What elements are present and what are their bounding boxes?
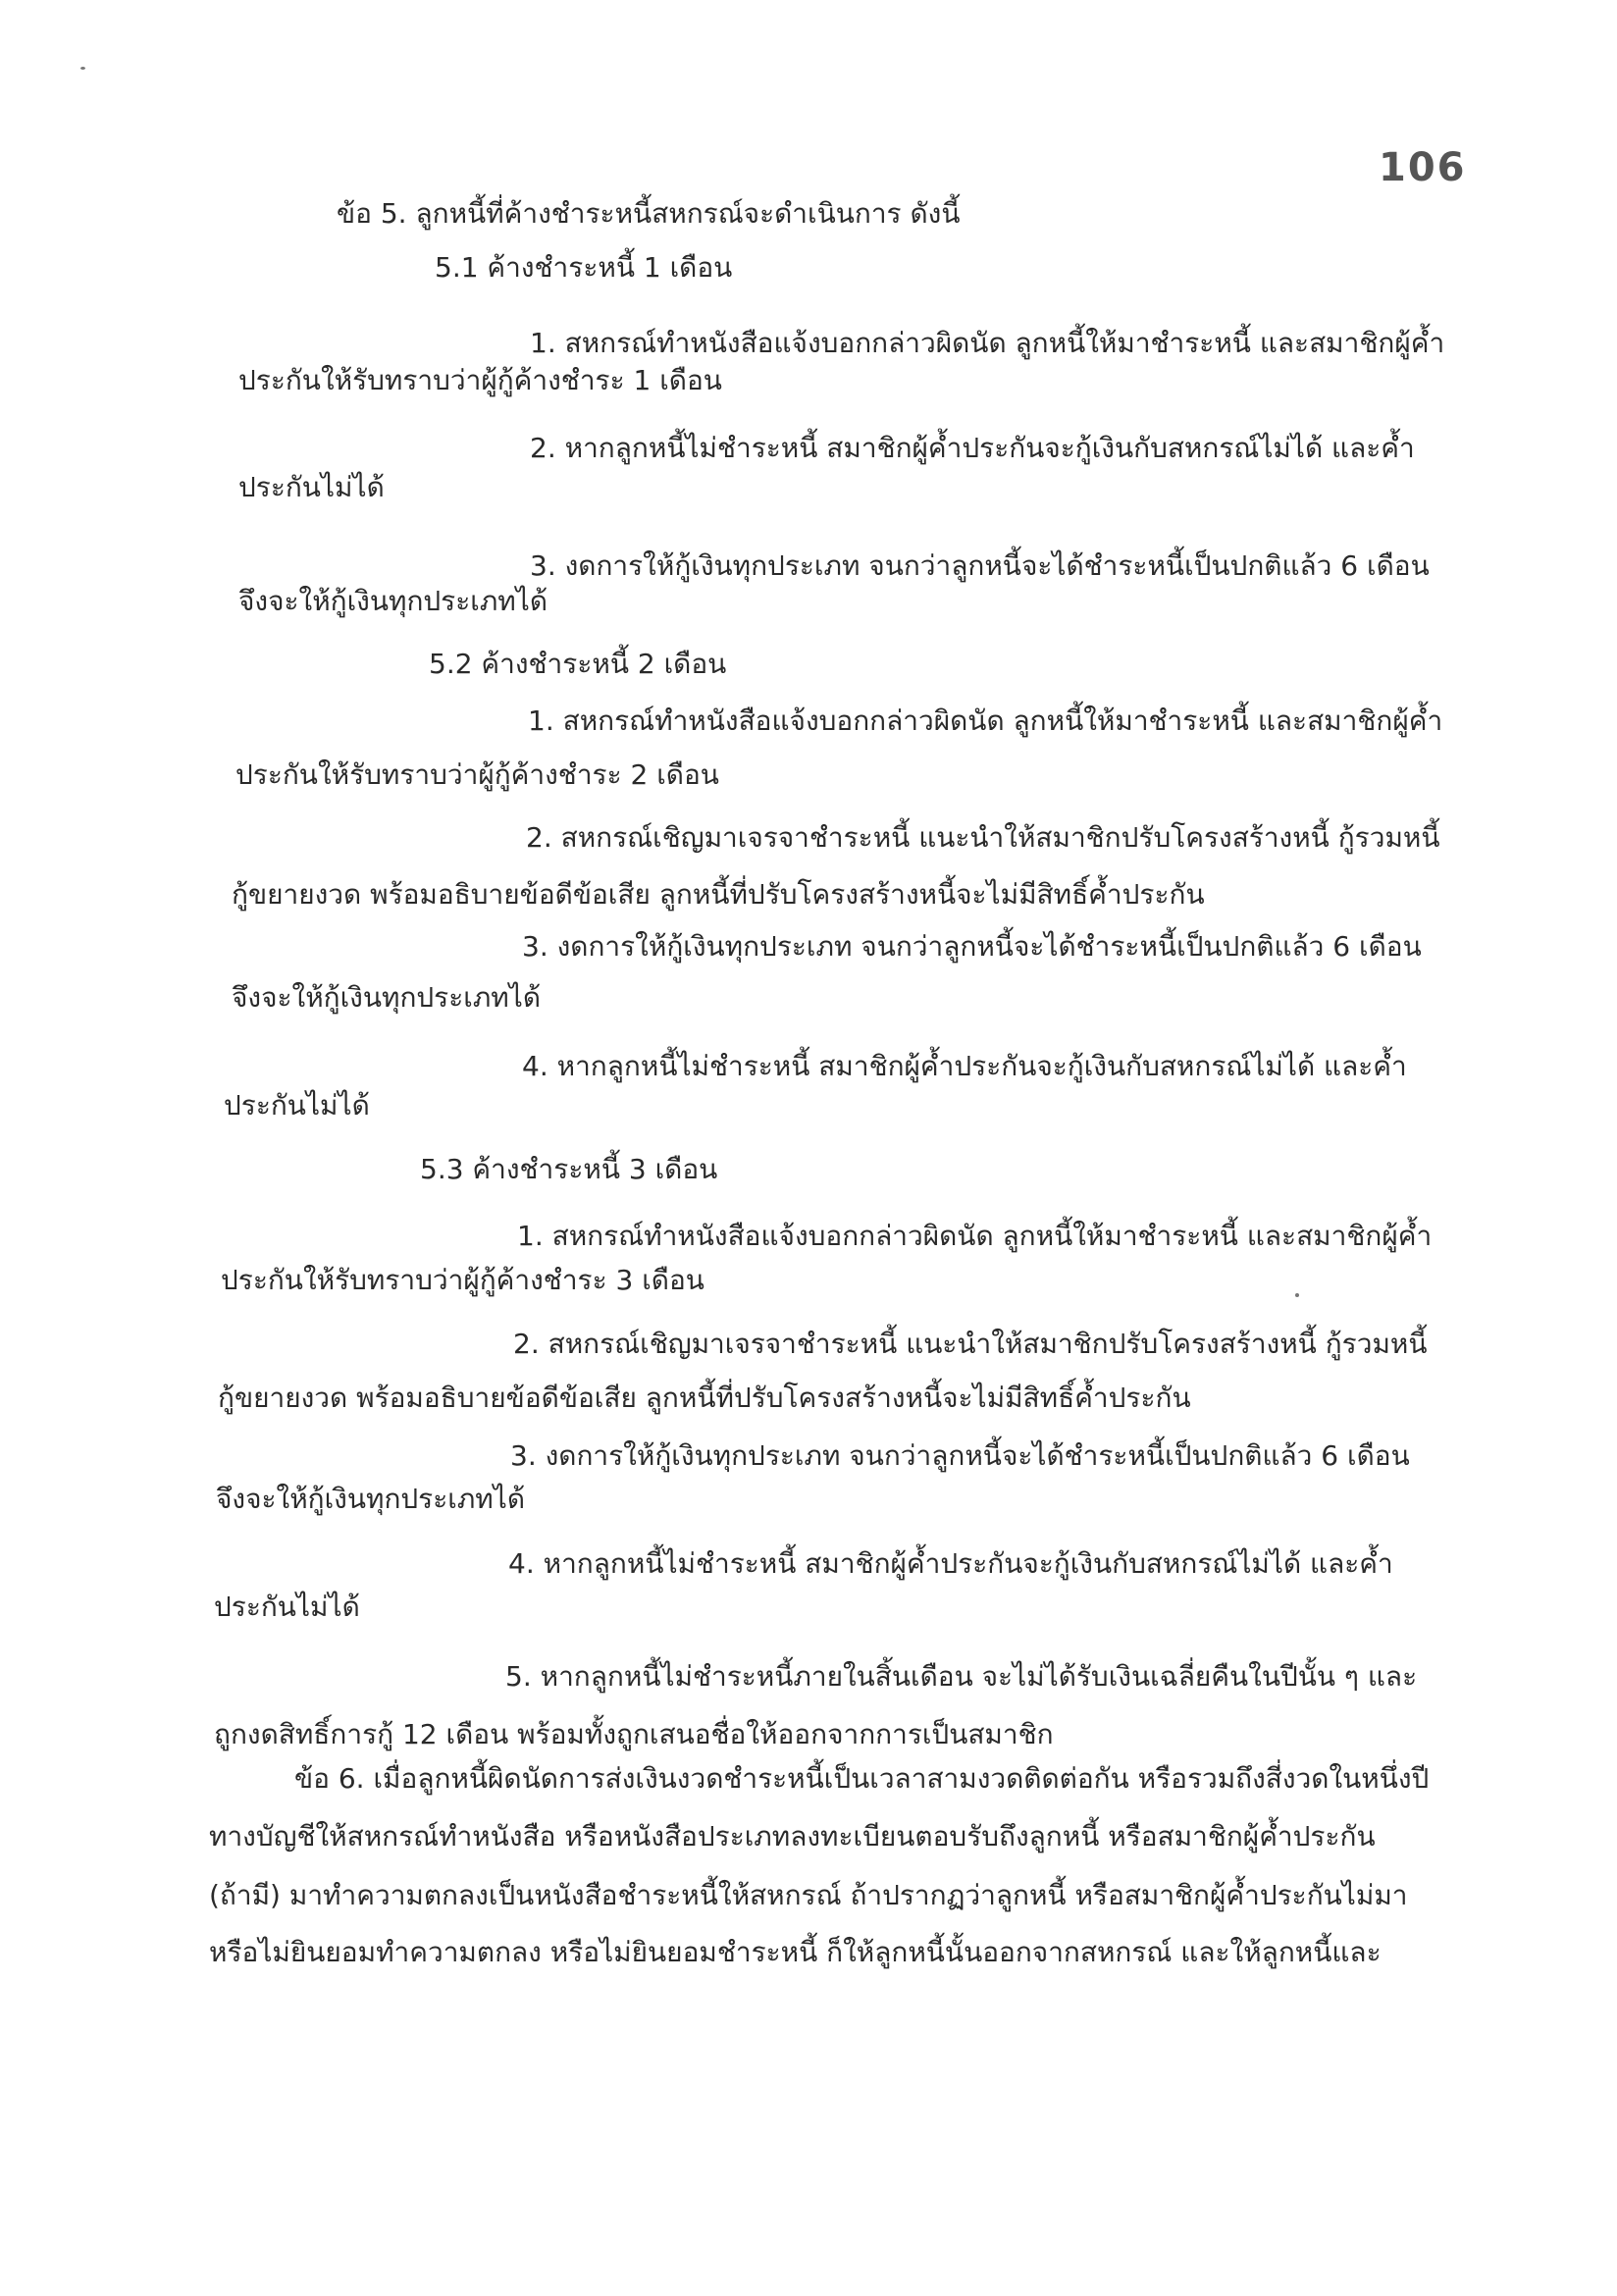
item-5-2-2-line-2: กู้ขยายงวด พร้อมอธิบายข้อดีข้อเสีย ลูกหนี้ที่ปรับโครงสร้างหนี้จะไม่มีสิทธิ์ค้ำประกัน: [232, 878, 1205, 911]
item-5-3-5-line-2: ถูกงดสิทธิ์การกู้ 12 เดือน พร้อมทั้งถูกเสนอชื่อให้ออกจากการเป็นสมาชิก: [214, 1718, 1054, 1750]
item-5-3-2-line-1: 2. สหกรณ์เชิญมาเจรจาชำระหนี้ แนะนำให้สมาชิกปรับโครงสร้างหนี้ กู้รวมหนี้: [513, 1328, 1428, 1360]
item-5-2-3-line-2: จึงจะให้กู้เงินทุกประเภทได้: [232, 981, 541, 1014]
item-5-3-3-line-1: 3. งดการให้กู้เงินทุกประเภท จนกว่าลูกหนี้จะได้ชำระหนี้เป็นปกติแล้ว 6 เดือน: [510, 1439, 1410, 1472]
item-5-3-1-line-2: ประกันให้รับทราบว่าผู้กู้ค้างชำระ 3 เดือน: [221, 1264, 704, 1296]
item-5-2-2-line-1: 2. สหกรณ์เชิญมาเจรจาชำระหนี้ แนะนำให้สมาชิกปรับโครงสร้างหนี้ กู้รวมหนี้: [526, 821, 1440, 854]
clause-6-line-3: (ถ้ามี) มาทำความตกลงเป็นหนังสือชำระหนี้ให้สหกรณ์ ถ้าปรากฏว่าลูกหนี้ หรือสมาชิกผู้ค้ำประกันไม่มา: [209, 1879, 1408, 1911]
scan-speck: [1295, 1293, 1299, 1297]
subsection-5-1-heading: 5.1 ค้างชำระหนี้ 1 เดือน: [435, 251, 733, 284]
item-5-2-1-line-1: 1. สหกรณ์ทำหนังสือแจ้งบอกกล่าวผิดนัด ลูกหนี้ให้มาชำระหนี้ และสมาชิกผู้ค้ำ: [528, 704, 1443, 737]
item-5-3-5-line-1: 5. หากลูกหนี้ไม่ชำระหนี้ภายในสิ้นเดือน จะไม่ได้รับเงินเฉลี่ยคืนในปีนั้น ๆ และ: [505, 1660, 1418, 1693]
item-5-3-4-line-2: ประกันไม่ได้: [214, 1591, 360, 1623]
item-5-1-2-line-1: 2. หากลูกหนี้ไม่ชำระหนี้ สมาชิกผู้ค้ำประกันจะกู้เงินกับสหกรณ์ไม่ได้ และค้ำ: [530, 432, 1415, 464]
item-5-1-2-line-2: ประกันไม่ได้: [238, 471, 385, 503]
item-5-2-4-line-2: ประกันไม่ได้: [224, 1089, 370, 1122]
item-5-3-1-line-1: 1. สหกรณ์ทำหนังสือแจ้งบอกกล่าวผิดนัด ลูกหนี้ให้มาชำระหนี้ และสมาชิกผู้ค้ำ: [517, 1220, 1433, 1252]
item-5-1-1-line-1: 1. สหกรณ์ทำหนังสือแจ้งบอกกล่าวผิดนัด ลูกหนี้ให้มาชำระหนี้ และสมาชิกผู้ค้ำ: [530, 327, 1445, 359]
clause-6-line-1: ข้อ 6. เมื่อลูกหนี้ผิดนัดการส่งเงินงวดชำระหนี้เป็นเวลาสามงวดติดต่อกัน หรือรวมถึงสี่งวดในหนึ่งปี: [294, 1762, 1430, 1795]
subsection-5-3-heading: 5.3 ค้างชำระหนี้ 3 เดือน: [420, 1153, 718, 1185]
item-5-2-4-line-1: 4. หากลูกหนี้ไม่ชำระหนี้ สมาชิกผู้ค้ำประกันจะกู้เงินกับสหกรณ์ไม่ได้ และค้ำ: [522, 1050, 1407, 1082]
item-5-3-2-line-2: กู้ขยายงวด พร้อมอธิบายข้อดีข้อเสีย ลูกหนี้ที่ปรับโครงสร้างหนี้จะไม่มีสิทธิ์ค้ำประกัน: [218, 1382, 1191, 1414]
scan-speck: [80, 67, 85, 70]
item-5-1-3-line-2: จึงจะให้กู้เงินทุกประเภทได้: [238, 585, 548, 617]
clause-6-line-4: หรือไม่ยินยอมทำความตกลง หรือไม่ยินยอมชำระหนี้ ก็ให้ลูกหนี้นั้นออกจากสหกรณ์ และให้ลูกหนี้และ: [209, 1936, 1382, 1968]
item-5-3-4-line-1: 4. หากลูกหนี้ไม่ชำระหนี้ สมาชิกผู้ค้ำประกันจะกู้เงินกับสหกรณ์ไม่ได้ และค้ำ: [508, 1547, 1393, 1580]
subsection-5-2-heading: 5.2 ค้างชำระหนี้ 2 เดือน: [429, 648, 727, 680]
clause-5-heading: ข้อ 5. ลูกหนี้ที่ค้างชำระหนี้สหกรณ์จะดำเนินการ ดังนี้: [337, 197, 961, 230]
item-5-3-3-line-2: จึงจะให้กู้เงินทุกประเภทได้: [216, 1483, 525, 1515]
item-5-1-1-line-2: ประกันให้รับทราบว่าผู้กู้ค้างชำระ 1 เดือน: [238, 364, 722, 396]
item-5-2-1-line-2: ประกันให้รับทราบว่าผู้กู้ค้างชำระ 2 เดือน: [235, 758, 719, 791]
page-number: 106: [1379, 145, 1467, 190]
clause-6-line-2: ทางบัญชีให้สหกรณ์ทำหนังสือ หรือหนังสือประเภทลงทะเบียนตอบรับถึงลูกหนี้ หรือสมาชิกผู้ค้ำประกัน: [209, 1820, 1376, 1852]
item-5-2-3-line-1: 3. งดการให้กู้เงินทุกประเภท จนกว่าลูกหนี้จะได้ชำระหนี้เป็นปกติแล้ว 6 เดือน: [522, 930, 1422, 963]
item-5-1-3-line-1: 3. งดการให้กู้เงินทุกประเภท จนกว่าลูกหนี้จะได้ชำระหนี้เป็นปกติแล้ว 6 เดือน: [530, 549, 1430, 582]
